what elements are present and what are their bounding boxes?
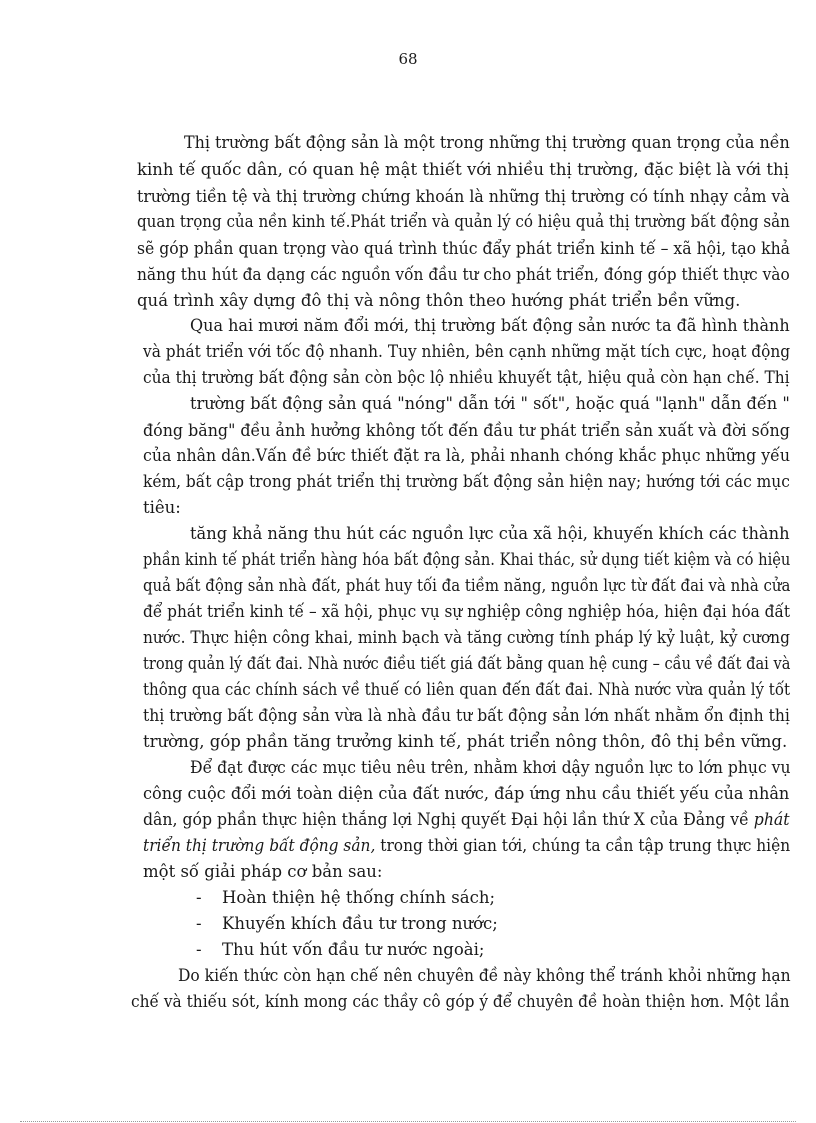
text-segment: dân, góp phần thực hiện thắng lợi Nghị quyết Đại hội lần thứ X của Đảng về: [143, 810, 749, 829]
text-line: kinh tế quốc dân, có quan hệ mật thiết với nhiều thị trường, đặc biệt là với thị: [137, 160, 789, 179]
text-line: để phát triển kinh tế – xã hội, phục vụ sự nghiệp công nghiệp hóa, hiện đại hóa đất: [143, 602, 791, 621]
text-line: quả bất động sản nhà đất, phát huy tối đa tiềm năng, nguồn lực từ đất đai và nhà cửa: [143, 576, 791, 595]
bullet-dash: -: [196, 888, 202, 907]
text-line: chế và thiếu sót, kính mong các thầy cô góp ý để chuyên đề hoàn thiện hơn. Một lần: [131, 992, 790, 1011]
text-line: phần kinh tế phát triển hàng hóa bất động sản. Khai thác, sử dụng tiết kiệm và có hiệu: [143, 550, 791, 569]
text-line: trường bất động sản quá "nóng" dẫn tới " sốt", hoặc quá "lạnh" dẫn đến ": [190, 394, 790, 413]
text-line: một số giải pháp cơ bản sau:: [143, 862, 383, 881]
text-line: [143, 810, 790, 829]
text-line: tăng khả năng thu hút các nguồn lực của xã hội, khuyến khích các thành: [190, 524, 790, 543]
list-item-text: Khuyến khích đầu tư trong nước;: [222, 914, 498, 933]
text-line: quan trọng của nền kinh tế.Phát triển và quản lý có hiệu quả thị trường bất động sản: [137, 212, 790, 231]
list-item: [196, 940, 484, 959]
page-number: 68: [398, 50, 418, 68]
text-line: quá trình xây dựng đô thị và nông thôn theo hướng phát triển bền vững.: [137, 291, 741, 310]
text-line: trong quản lý đất đai. Nhà nước điều tiết giá đất bằng quan hệ cung – cầu về đất đai và: [143, 654, 791, 673]
text-line: [143, 836, 790, 855]
text-line: Qua hai mươi năm đổi mới, thị trường bất động sản nước ta đã hình thành: [190, 316, 790, 335]
text-line: và phát triển với tốc độ nhanh. Tuy nhiên, bên cạnh những mặt tích cực, hoạt động: [143, 342, 791, 361]
text-line: thị trường bất động sản vừa là nhà đầu tư bất động sản lớn nhất nhằm ổn định thị: [143, 706, 790, 725]
text-line: Do kiến thức còn hạn chế nên chuyên đề này không thể tránh khỏi những hạn: [178, 966, 791, 985]
text-segment: trong thời gian tới, chúng ta cần tập trung thực hiện: [380, 836, 791, 855]
text-line: sẽ góp phần quan trọng vào quá trình thúc đẩy phát triển kinh tế – xã hội, tạo khả: [137, 239, 791, 258]
text-line: kém, bất cập trong phát triển thị trường bất động sản hiện nay; hướng tới các mục: [143, 472, 790, 491]
list-item-text: Hoàn thiện hệ thống chính sách;: [222, 888, 495, 907]
text-line: năng thu hút đa dạng các nguồn vốn đầu tư cho phát triển, đóng góp thiết thực vào: [137, 265, 790, 284]
text-line: trường tiền tệ và thị trường chứng khoán là những thị trường có tính nhạy cảm và: [137, 187, 790, 206]
list-item: [196, 888, 495, 907]
text-line: của nhân dân.Vấn đề bức thiết đặt ra là, phải nhanh chóng khắc phục những yếu: [143, 446, 790, 465]
text-line: công cuộc đổi mới toàn diện của đất nước, đáp ứng nhu cầu thiết yếu của nhân: [143, 784, 790, 803]
list-item-text: Thu hút vốn đầu tư nước ngoài;: [222, 940, 485, 959]
text-line: thông qua các chính sách về thuế có liên quan đến đất đai. Nhà nước vừa quản lý tốt: [143, 680, 791, 699]
text-line: đóng băng" đều ảnh hưởng không tốt đến đầu tư phát triển sản xuất và đời sống: [143, 421, 790, 440]
text-line: tiêu:: [143, 498, 181, 517]
text-line: của thị trường bất động sản còn bộc lộ nhiều khuyết tật, hiệu quả còn hạn chế. Thị: [143, 368, 790, 387]
text-line: Thị trường bất động sản là một trong những thị trường quan trọng của nền: [184, 133, 790, 152]
text-line: Để đạt được các mục tiêu nêu trên, nhằm khơi dậy nguồn lực to lớn phục vụ: [190, 758, 791, 777]
italic-phrase: phát: [753, 810, 790, 829]
text-line: trường, góp phần tăng trưởng kinh tế, phát triển nông thôn, đô thị bền vững.: [143, 732, 788, 751]
page-bottom-rule: [20, 1121, 796, 1122]
text-line: nước. Thực hiện công khai, minh bạch và tăng cường tính pháp lý kỷ luật, kỷ cương: [143, 628, 790, 647]
bullet-dash: -: [196, 940, 202, 959]
list-item: [196, 914, 498, 933]
bullet-dash: -: [196, 914, 202, 933]
italic-phrase: triển thị trường bất động sản,: [143, 836, 376, 855]
